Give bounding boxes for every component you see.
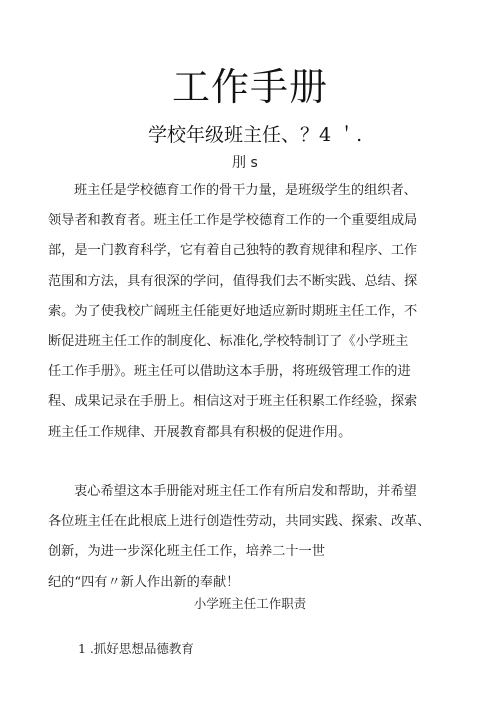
list-item: 1 .抓好思想品德教育 [78, 641, 194, 656]
paragraph-line: 领导者和教育者。班主任工作是学校德育工作的一个重要组成局 [48, 213, 418, 229]
section-heading: 小学班主任工作职责 [193, 596, 307, 611]
paragraph-line: 衷心希望这本手册能对班主任工作有所启发和帮助，并希望 [74, 484, 417, 499]
paragraph-line: 断促进班主任工作的制度化、标准化,学校特制订了《小学班主 [48, 333, 409, 349]
paragraph-intro [48, 176, 456, 448]
paragraph-line: 纪的“四有〃新人作出新的奉献！ [48, 574, 240, 590]
paragraph-line: 任工作手册》。班主任可以借助这本手册，将班级管理工作的进 [48, 364, 411, 380]
paragraph-line: 各位班主任在此根底上进行创造性劳动，共同实践、探索、改革、 [48, 514, 431, 530]
document-subtitle: 学校年级班主任、？4 ＇. [148, 124, 363, 146]
paragraph-line: 范围和方法，具有很深的学问，值得我们去不断实践、总结、探 [48, 273, 418, 289]
paragraph-line: 班主任工作规律、开展教育都具有积极的促进作用。 [48, 424, 352, 440]
preface-label: 刖 s [232, 155, 258, 171]
paragraph-line: 班主任是学校德育工作的骨干力量，是班级学生的组织者、 [74, 183, 417, 198]
document-title: 工作手册 [171, 65, 328, 109]
paragraph-line: 创新，为进一步深化班主任工作，培养二十一世 [48, 544, 325, 560]
paragraph-line: 程、成果记录在手册上。相信这对于班主任积累工作经验，探索 [48, 394, 418, 410]
paragraph-line: 索。为了使我校广阔班主任能更好地适应新时期班主任工作，不 [48, 303, 418, 319]
paragraph-hope [48, 477, 456, 598]
paragraph-line: 部，是一门教育科学，它有着自己独特的教育规律和程序、工作 [48, 243, 418, 259]
